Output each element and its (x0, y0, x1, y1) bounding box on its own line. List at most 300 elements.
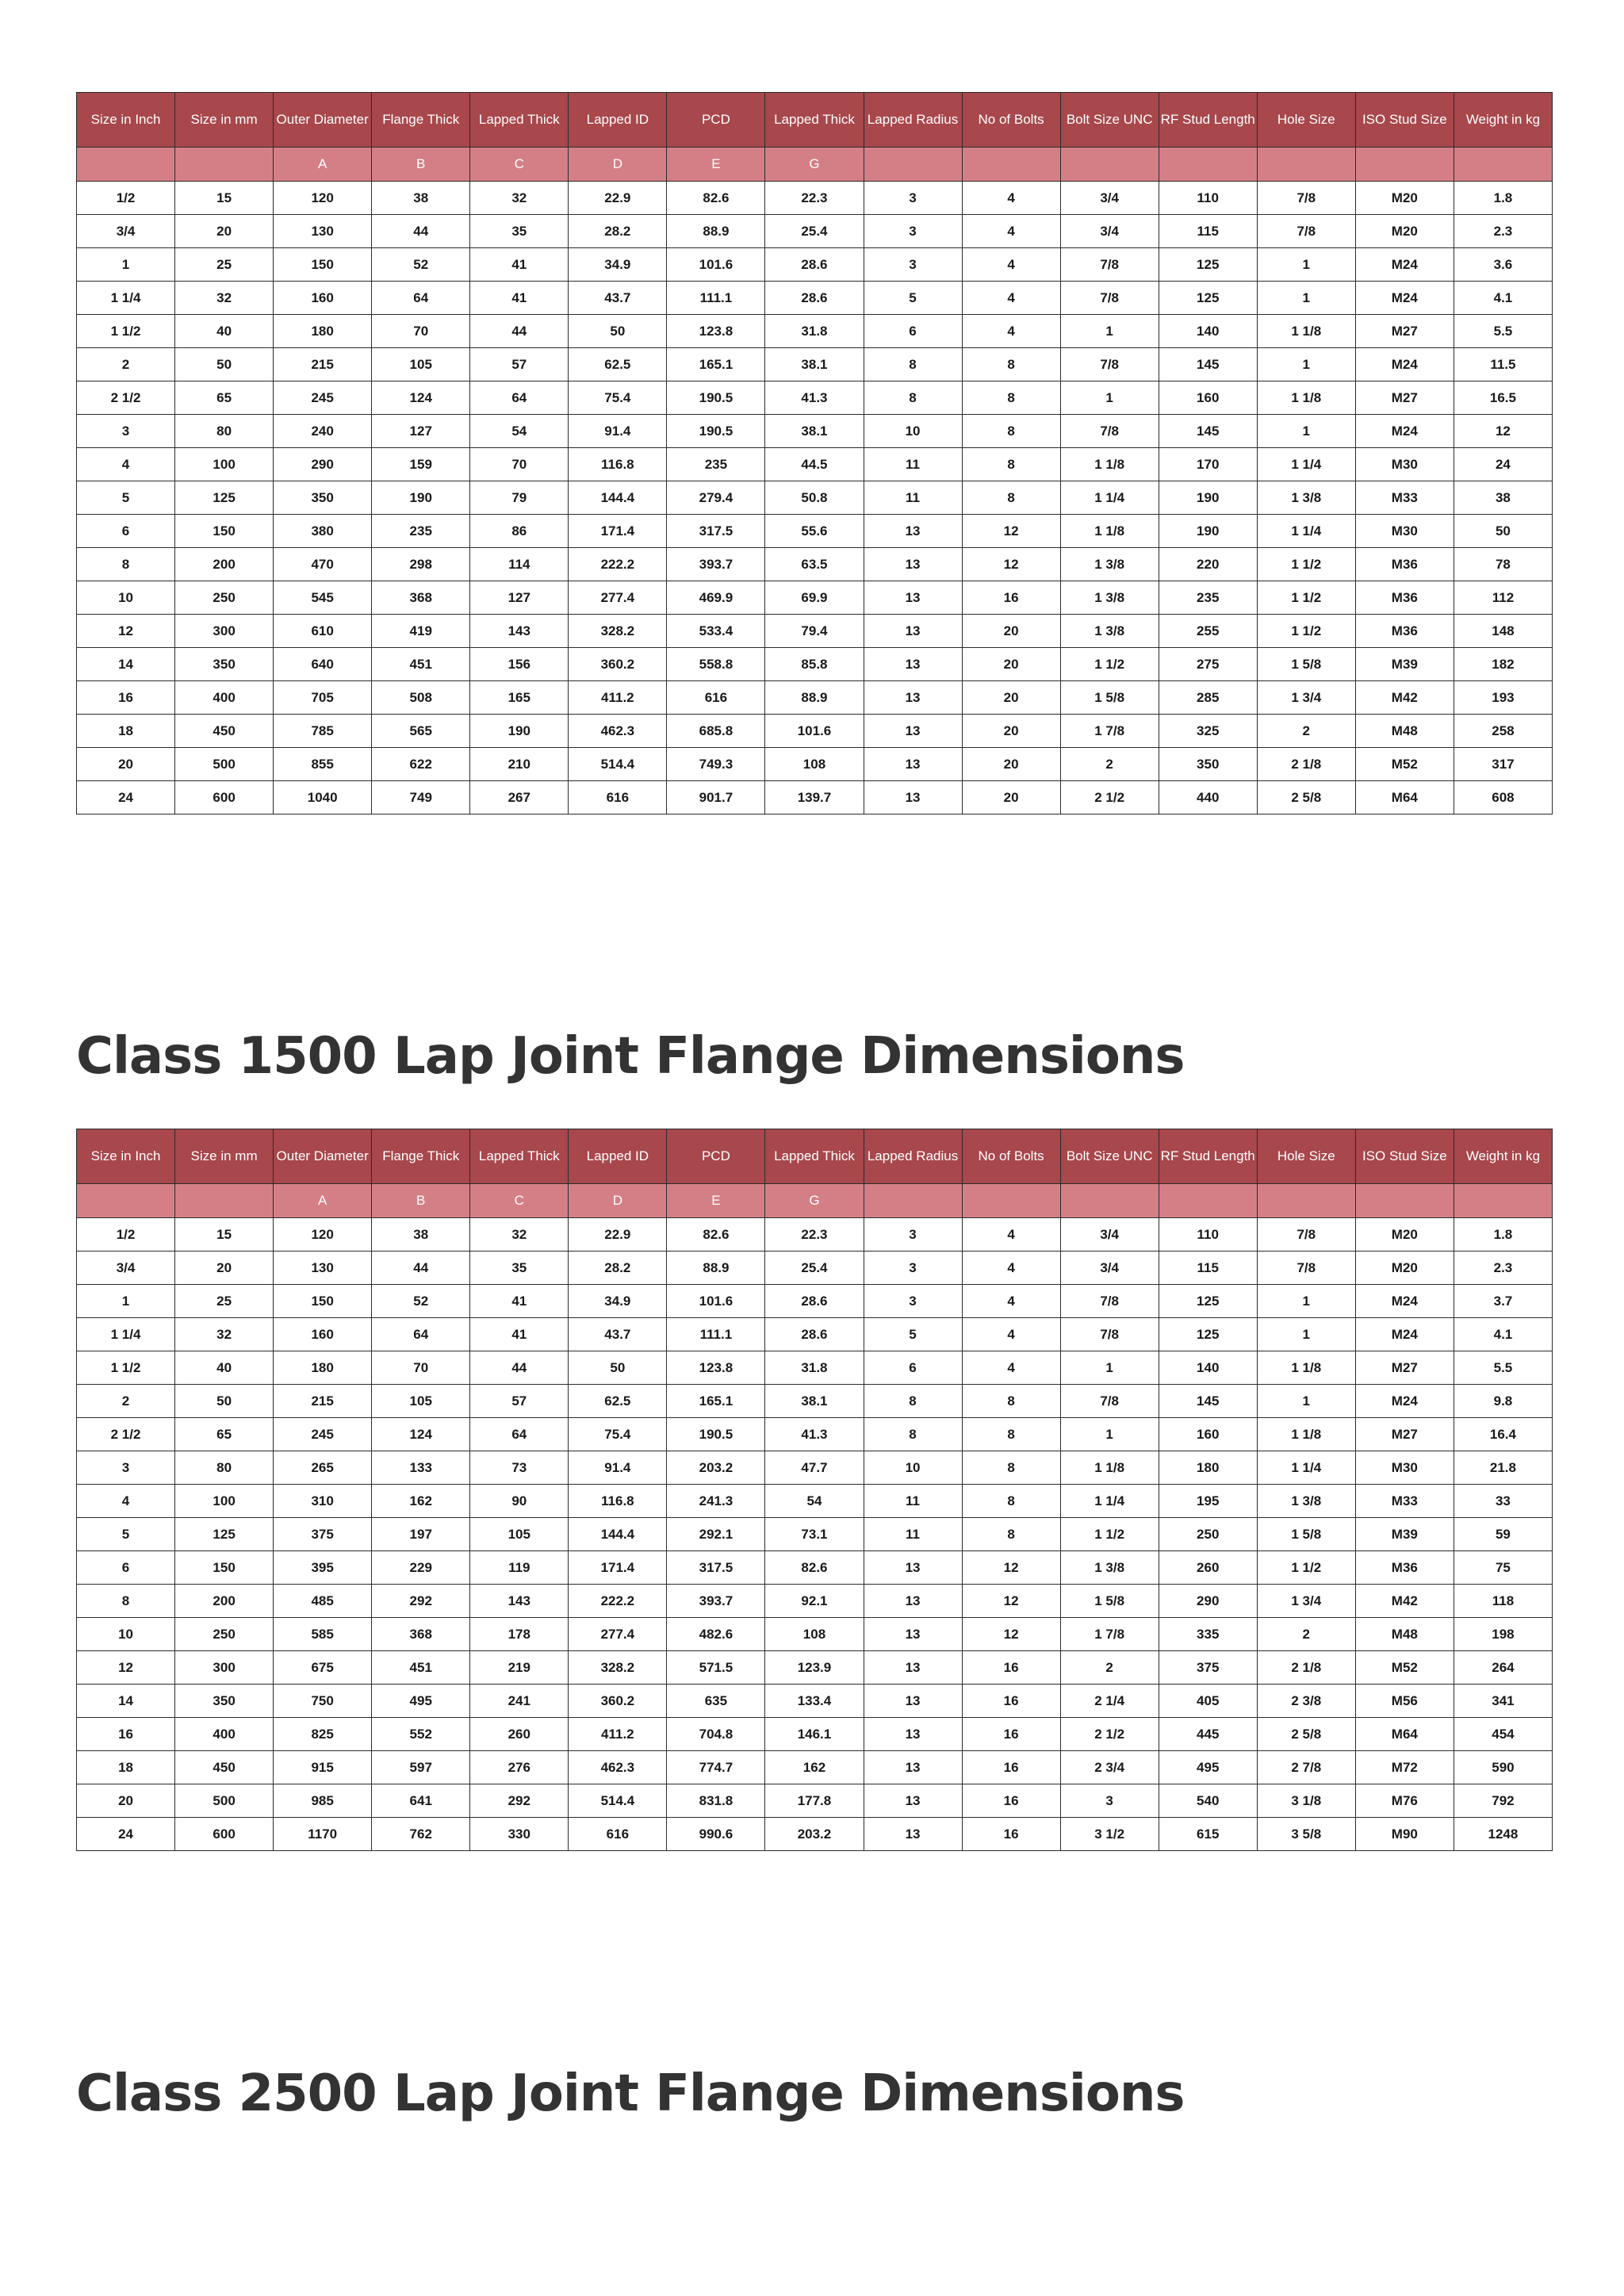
table-cell: 123.8 (667, 1351, 765, 1385)
table-cell: 145 (1159, 415, 1257, 448)
table-cell: 165.1 (667, 1385, 765, 1418)
table-cell: 215 (274, 1385, 372, 1418)
table-cell: 12 (962, 1618, 1060, 1651)
table-cell: 380 (274, 515, 372, 548)
table-cell: 485 (274, 1585, 372, 1618)
table-cell: 190.5 (667, 1418, 765, 1451)
column-letter: D (569, 148, 667, 182)
table-cell: 62.5 (569, 1385, 667, 1418)
table-cell: 241.3 (667, 1485, 765, 1518)
table-cell: 495 (372, 1685, 470, 1718)
table-cell: 21.8 (1454, 1451, 1552, 1485)
table-cell: 13 (864, 1618, 962, 1651)
table-cell: 1 (1257, 282, 1355, 315)
table-cell: 990.6 (667, 1818, 765, 1851)
table-cell: 508 (372, 681, 470, 715)
table-row (77, 648, 1553, 681)
table-cell: 292 (372, 1585, 470, 1618)
table-row (77, 1285, 1553, 1318)
table-cell: 13 (864, 548, 962, 581)
column-header: Lapped Radius (864, 1129, 962, 1184)
table-cell: 1 5/8 (1257, 648, 1355, 681)
table-cell: 159 (372, 448, 470, 481)
table-cell: 160 (1159, 1418, 1257, 1451)
table-body (77, 1218, 1553, 1851)
table-cell: M56 (1355, 1685, 1454, 1718)
table-cell: M20 (1355, 215, 1454, 248)
table-cell: 229 (372, 1551, 470, 1585)
table-cell: 3 (864, 215, 962, 248)
column-header: Lapped ID (569, 1129, 667, 1184)
table-cell: 265 (274, 1451, 372, 1485)
table-cell: 182 (1454, 648, 1552, 681)
table-cell: 2 1/2 (1060, 1718, 1159, 1751)
table-cell: M24 (1355, 1318, 1454, 1351)
table-cell: 203.2 (667, 1451, 765, 1485)
class-900-flange-table (76, 92, 1553, 815)
table-cell: 44.5 (765, 448, 864, 481)
table-cell: 190.5 (667, 381, 765, 415)
column-letter (962, 1184, 1060, 1218)
table-cell: 32 (175, 282, 274, 315)
table-cell: 285 (1159, 681, 1257, 715)
table-cell: 171.4 (569, 515, 667, 548)
table-row (77, 1618, 1553, 1651)
table-cell: 124 (372, 381, 470, 415)
table-cell: 558.8 (667, 648, 765, 681)
table-cell: 38.1 (765, 348, 864, 381)
table-cell: 101.6 (667, 1285, 765, 1318)
table-cell: 73.1 (765, 1518, 864, 1551)
table-cell: 393.7 (667, 1585, 765, 1618)
table-cell: 125 (175, 481, 274, 515)
table-cell: 330 (470, 1818, 569, 1851)
table-cell: M27 (1355, 1351, 1454, 1385)
column-header: Hole Size (1257, 93, 1355, 148)
table-row (77, 1751, 1553, 1784)
table-cell: 8 (864, 1418, 962, 1451)
table-cell: 2 5/8 (1257, 781, 1355, 815)
table-cell: 4 (962, 1218, 1060, 1251)
table-cell: 2 (77, 1385, 175, 1418)
table-cell: 105 (372, 348, 470, 381)
table-cell: 462.3 (569, 715, 667, 748)
table-cell: 1 (1257, 1385, 1355, 1418)
table-cell: 300 (175, 615, 274, 648)
table-cell: 38 (372, 1218, 470, 1251)
table-cell: 180 (274, 1351, 372, 1385)
table-cell: 1 1/8 (1257, 315, 1355, 348)
table-cell: 3/4 (77, 1251, 175, 1285)
table-cell: 85.8 (765, 648, 864, 681)
table-cell: 150 (274, 248, 372, 282)
table-cell: 454 (1454, 1718, 1552, 1751)
table-cell: 64 (470, 381, 569, 415)
table-cell: 219 (470, 1651, 569, 1685)
column-letter (1159, 1184, 1257, 1218)
table-cell: 13 (864, 615, 962, 648)
table-cell: 101.6 (667, 248, 765, 282)
table-cell: 1 1/8 (1257, 381, 1355, 415)
table-cell: 1 3/4 (1257, 1585, 1355, 1618)
table-cell: 20 (962, 648, 1060, 681)
table-cell: M39 (1355, 1518, 1454, 1551)
table-cell: 1 3/4 (1257, 681, 1355, 715)
table-cell: 260 (1159, 1551, 1257, 1585)
table-cell: 3/4 (1060, 1251, 1159, 1285)
table-row (77, 381, 1553, 415)
table-cell: 110 (1159, 182, 1257, 215)
table-cell: 2 7/8 (1257, 1751, 1355, 1784)
table-cell: 10 (864, 1451, 962, 1485)
table-cell: 915 (274, 1751, 372, 1784)
table-cell: 3/4 (1060, 215, 1159, 248)
table-cell: 16 (962, 1718, 1060, 1751)
column-header: Size in mm (175, 1129, 274, 1184)
table-cell: 8 (962, 381, 1060, 415)
table-cell: 4 (962, 282, 1060, 315)
table-cell: 79.4 (765, 615, 864, 648)
table-cell: M27 (1355, 381, 1454, 415)
table-cell: 25.4 (765, 1251, 864, 1285)
table-cell: 44 (470, 315, 569, 348)
table-cell: 15 (175, 1218, 274, 1251)
section-title-class-2500: Class 2500 Lap Joint Flange Dimensions (76, 2064, 1185, 2123)
column-letter (1355, 148, 1454, 182)
table-cell: M72 (1355, 1751, 1454, 1784)
column-letter: B (372, 1184, 470, 1218)
table-cell: 5.5 (1454, 315, 1552, 348)
table-cell: 495 (1159, 1751, 1257, 1784)
table-cell: 1 1/4 (77, 1318, 175, 1351)
table-cell: 1 (77, 1285, 175, 1318)
table-cell: M24 (1355, 348, 1454, 381)
column-header: ISO Stud Size (1355, 1129, 1454, 1184)
table-cell: 597 (372, 1751, 470, 1784)
table-row (77, 548, 1553, 581)
column-letter (1060, 148, 1159, 182)
table-cell: 1170 (274, 1818, 372, 1851)
table-cell: 8 (77, 1585, 175, 1618)
table-cell: 1 (1257, 248, 1355, 282)
table-cell: 16 (962, 1651, 1060, 1685)
table-cell: 150 (175, 515, 274, 548)
table-cell: 35 (470, 215, 569, 248)
table-cell: 203.2 (765, 1818, 864, 1851)
table-cell: 13 (864, 1651, 962, 1685)
table-cell: 6 (77, 515, 175, 548)
table-cell: 24 (77, 1818, 175, 1851)
table-row (77, 1518, 1553, 1551)
table-cell: 4 (962, 1318, 1060, 1351)
table-cell: 292.1 (667, 1518, 765, 1551)
table-cell: 8 (962, 348, 1060, 381)
table-cell: 1 3/8 (1060, 548, 1159, 581)
table-cell: 616 (569, 781, 667, 815)
table-cell: 1 3/8 (1257, 481, 1355, 515)
table-cell: M30 (1355, 1451, 1454, 1485)
table-cell: 3 (864, 1251, 962, 1285)
table-cell: 70 (470, 448, 569, 481)
table-row (77, 282, 1553, 315)
table-cell: 1 (1257, 415, 1355, 448)
table-cell: 105 (470, 1518, 569, 1551)
table-cell: 462.3 (569, 1751, 667, 1784)
table-cell: 40 (175, 1351, 274, 1385)
table-cell: 12 (77, 1651, 175, 1685)
table-cell: 2 3/8 (1257, 1685, 1355, 1718)
column-header: Lapped Radius (864, 93, 962, 148)
column-header: RF Stud Length (1159, 93, 1257, 148)
table-cell: 62.5 (569, 348, 667, 381)
table-cell: 18 (77, 1751, 175, 1784)
table-cell: 78 (1454, 548, 1552, 581)
table-cell: 1 1/8 (1257, 1351, 1355, 1385)
table-cell: 69.9 (765, 581, 864, 615)
table-cell: 25 (175, 1285, 274, 1318)
column-letter (1454, 148, 1552, 182)
table-cell: 195 (1159, 1485, 1257, 1518)
table-cell: 2 1/2 (1060, 781, 1159, 815)
column-letter (1159, 148, 1257, 182)
table-cell: 785 (274, 715, 372, 748)
table-cell: 5 (77, 481, 175, 515)
table-cell: 411.2 (569, 1718, 667, 1751)
table-cell: 2.3 (1454, 215, 1552, 248)
table-cell: 3 1/2 (1060, 1818, 1159, 1851)
table-cell: 540 (1159, 1784, 1257, 1818)
table-cell: M52 (1355, 1651, 1454, 1685)
table-cell: 7/8 (1060, 348, 1159, 381)
table-cell: 5.5 (1454, 1351, 1552, 1385)
table-cell: 585 (274, 1618, 372, 1651)
table-cell: 1 (77, 248, 175, 282)
table-cell: 360.2 (569, 1685, 667, 1718)
table-cell: 250 (175, 581, 274, 615)
table-cell: 1 1/4 (77, 282, 175, 315)
table-cell: 4 (962, 1285, 1060, 1318)
table-cell: 20 (175, 215, 274, 248)
table-cell: 350 (175, 1685, 274, 1718)
column-header: Hole Size (1257, 1129, 1355, 1184)
table-cell: 13 (864, 1718, 962, 1751)
table-cell: 277.4 (569, 581, 667, 615)
table-cell: M30 (1355, 448, 1454, 481)
table-cell: 16 (962, 581, 1060, 615)
table-cell: 3/4 (1060, 1218, 1159, 1251)
column-letter (864, 1184, 962, 1218)
table-cell: 8 (962, 415, 1060, 448)
table-cell: M33 (1355, 1485, 1454, 1518)
column-letter: G (765, 1184, 864, 1218)
table-cell: 165 (470, 681, 569, 715)
column-letter (1060, 1184, 1159, 1218)
table-cell: 1 (1060, 1418, 1159, 1451)
table-cell: 130 (274, 215, 372, 248)
table-cell: 3 (864, 248, 962, 282)
table-row (77, 681, 1553, 715)
table-row (77, 182, 1553, 215)
table-cell: 91.4 (569, 415, 667, 448)
table-cell: 54 (470, 415, 569, 448)
table-cell: 985 (274, 1784, 372, 1818)
table-cell: 13 (864, 1818, 962, 1851)
table-cell: 180 (1159, 1451, 1257, 1485)
table-cell: 1 1/2 (1060, 648, 1159, 681)
table-cell: 160 (274, 282, 372, 315)
table-cell: 3/4 (1060, 182, 1159, 215)
table-cell: 8 (962, 1485, 1060, 1518)
table-cell: 616 (667, 681, 765, 715)
table-cell: 92.1 (765, 1585, 864, 1618)
table-cell: 622 (372, 748, 470, 781)
column-letter: C (470, 148, 569, 182)
table-cell: 451 (372, 648, 470, 681)
table-cell: 177.8 (765, 1784, 864, 1818)
table-cell: 120 (274, 182, 372, 215)
table-cell: 250 (1159, 1518, 1257, 1551)
table-cell: 13 (864, 1751, 962, 1784)
table-cell: 4 (962, 248, 1060, 282)
table-cell: 200 (175, 548, 274, 581)
column-letter (962, 148, 1060, 182)
table-cell: 1/2 (77, 182, 175, 215)
column-letter: E (667, 148, 765, 182)
table-cell: 10 (77, 1618, 175, 1651)
table-cell: 171.4 (569, 1551, 667, 1585)
table-cell: 2 1/2 (77, 381, 175, 415)
table-cell: 75 (1454, 1551, 1552, 1585)
column-header: Size in Inch (77, 1129, 175, 1184)
table-cell: 1 (1257, 1285, 1355, 1318)
table-cell: 675 (274, 1651, 372, 1685)
table-cell: 31.8 (765, 315, 864, 348)
table-cell: 16 (962, 1751, 1060, 1784)
table-cell: 52 (372, 1285, 470, 1318)
table-cell: 7/8 (1257, 1218, 1355, 1251)
table-header (77, 1129, 1553, 1218)
table-cell: 28.2 (569, 215, 667, 248)
table-cell: 200 (175, 1585, 274, 1618)
table-cell: 469.9 (667, 581, 765, 615)
table-cell: 20 (962, 781, 1060, 815)
table-cell: 115 (1159, 1251, 1257, 1285)
table-cell: 13 (864, 781, 962, 815)
table-cell: 32 (470, 182, 569, 215)
table-cell: 193 (1454, 681, 1552, 715)
table-cell: 150 (175, 1551, 274, 1585)
table-cell: 4 (962, 215, 1060, 248)
table-cell: 13 (864, 1784, 962, 1818)
table-cell: 400 (175, 681, 274, 715)
table-row (77, 1685, 1553, 1718)
table-row (77, 1251, 1553, 1285)
table-row (77, 1718, 1553, 1751)
table-cell: 190 (470, 715, 569, 748)
table-cell: 112 (1454, 581, 1552, 615)
table-cell: 1 1/2 (77, 1351, 175, 1385)
table-cell: 15 (175, 182, 274, 215)
table-cell: 64 (372, 282, 470, 315)
table-cell: 8 (962, 481, 1060, 515)
table-cell: 16 (962, 1685, 1060, 1718)
table-cell: 190 (1159, 515, 1257, 548)
table-cell: 1 1/2 (1257, 615, 1355, 648)
table-cell: 125 (1159, 1318, 1257, 1351)
table-cell: 395 (274, 1551, 372, 1585)
table-cell: 190 (1159, 481, 1257, 515)
table-cell: 34.9 (569, 248, 667, 282)
table-cell: 125 (1159, 248, 1257, 282)
table-cell: 59 (1454, 1518, 1552, 1551)
table-cell: 2 1/8 (1257, 748, 1355, 781)
table-cell: M39 (1355, 648, 1454, 681)
table-cell: 375 (1159, 1651, 1257, 1685)
table-cell: 13 (864, 515, 962, 548)
table-cell: 1 1/4 (1257, 1451, 1355, 1485)
table-cell: 571.5 (667, 1651, 765, 1685)
table-cell: M36 (1355, 615, 1454, 648)
table-cell: 150 (274, 1285, 372, 1318)
column-letter: A (274, 148, 372, 182)
table-cell: 825 (274, 1718, 372, 1751)
table-cell: 160 (274, 1318, 372, 1351)
table-cell: 3 (864, 1285, 962, 1318)
column-letter: G (765, 148, 864, 182)
table-cell: 1 1/8 (1060, 1451, 1159, 1485)
table-cell: 3 1/8 (1257, 1784, 1355, 1818)
table-cell: 749.3 (667, 748, 765, 781)
table-cell: 116.8 (569, 448, 667, 481)
table-cell: 565 (372, 715, 470, 748)
table-cell: 419 (372, 615, 470, 648)
table-cell: 1 1/4 (1060, 481, 1159, 515)
table-cell: 222.2 (569, 1585, 667, 1618)
table-cell: 600 (175, 781, 274, 815)
table-cell: 32 (175, 1318, 274, 1351)
table-cell: 20 (962, 615, 1060, 648)
table-cell: 28.6 (765, 248, 864, 282)
column-header: ISO Stud Size (1355, 93, 1454, 148)
table-cell: 73 (470, 1451, 569, 1485)
table-cell: 4 (77, 448, 175, 481)
table-cell: 6 (864, 315, 962, 348)
table-cell: 16 (77, 681, 175, 715)
table-cell: 267 (470, 781, 569, 815)
table-cell: 14 (77, 648, 175, 681)
table-cell: 1 3/8 (1060, 581, 1159, 615)
table-cell: 3 (77, 415, 175, 448)
table-cell: 440 (1159, 781, 1257, 815)
table-cell: 144.4 (569, 1518, 667, 1551)
table-cell: 41 (470, 282, 569, 315)
table-cell: 8 (864, 348, 962, 381)
column-header: Size in mm (175, 93, 274, 148)
table-row (77, 215, 1553, 248)
table-cell: 328.2 (569, 1651, 667, 1685)
table-cell: 5 (77, 1518, 175, 1551)
table-cell: 75.4 (569, 1418, 667, 1451)
table-cell: 1 7/8 (1060, 715, 1159, 748)
column-header-row (77, 1129, 1553, 1184)
table-cell: M24 (1355, 282, 1454, 315)
table-row (77, 415, 1553, 448)
table-cell: 4.1 (1454, 282, 1552, 315)
table-cell: 47.7 (765, 1451, 864, 1485)
table-cell: 70 (372, 1351, 470, 1385)
table-cell: 125 (1159, 282, 1257, 315)
table-row (77, 1351, 1553, 1385)
